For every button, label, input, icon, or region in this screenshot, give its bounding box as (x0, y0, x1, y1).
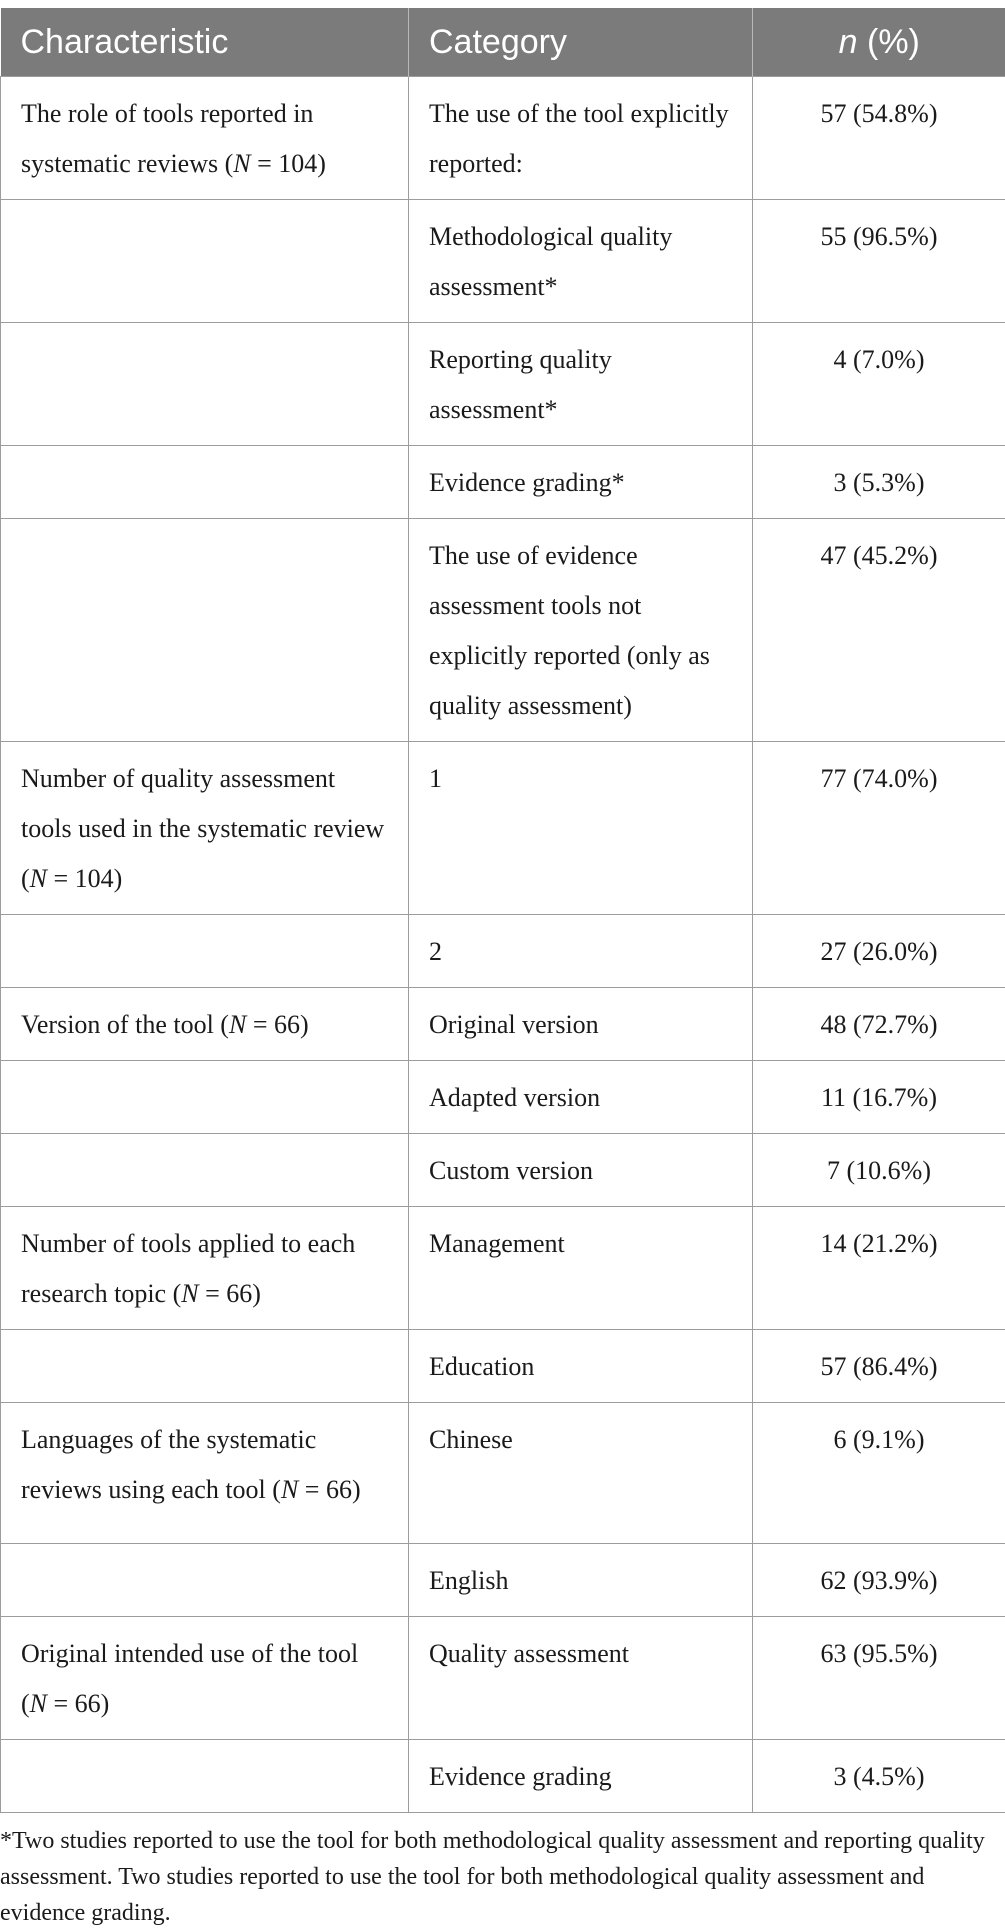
table-row (1, 323, 1005, 446)
characteristic-post: = 66) (199, 1279, 261, 1308)
cell-value: 7 (10.6%) (753, 1134, 1005, 1207)
cell-category: Custom version (409, 1134, 753, 1207)
table-header-row (1, 8, 1005, 77)
cell-category: English (409, 1544, 753, 1617)
characteristic-text: Version of the tool ( (21, 1010, 229, 1039)
table-row (1, 77, 1005, 200)
cell-value: 57 (86.4%) (753, 1330, 1005, 1403)
header-characteristic: Characteristic (1, 8, 409, 77)
characteristic-text: Original intended use of the tool ( (21, 1639, 358, 1718)
cell-category: 1 (409, 742, 753, 915)
cell-value: 47 (45.2%) (753, 519, 1005, 742)
cell-characteristic (1, 1617, 409, 1740)
cell-value: 14 (21.2%) (753, 1207, 1005, 1330)
table-row (1, 915, 1005, 988)
table-row (1, 1061, 1005, 1134)
cell-category: Management (409, 1207, 753, 1330)
table-footnote: *Two studies reported to use the tool for both methodological quality assessment and reporting quality assessment. Two studies reported to use the tool for both methodological quality assessment and evidence grading. (0, 1823, 1000, 1931)
characteristic-post: = 66) (246, 1010, 308, 1039)
characteristic-var: N (181, 1279, 198, 1308)
characteristic-var: N (30, 1689, 47, 1718)
characteristic-post: = 66) (47, 1689, 109, 1718)
table-row (1, 446, 1005, 519)
header-n-italic: n (839, 23, 858, 61)
cell-value: 4 (7.0%) (753, 323, 1005, 446)
characteristic-var: N (229, 1010, 246, 1039)
cell-category: Original version (409, 988, 753, 1061)
cell-category: Chinese (409, 1403, 753, 1544)
cell-characteristic (1, 988, 409, 1061)
table-row (1, 1617, 1005, 1740)
table-container (0, 8, 1005, 1931)
cell-characteristic (1, 915, 409, 988)
cell-category: Adapted version (409, 1061, 753, 1134)
cell-category: 2 (409, 915, 753, 988)
table-row (1, 1740, 1005, 1813)
characteristic-text: Number of tools applied to each research topic ( (21, 1229, 355, 1308)
characteristic-var: N (281, 1475, 298, 1504)
cell-characteristic (1, 742, 409, 915)
characteristic-post: = 66) (298, 1475, 360, 1504)
cell-category: Methodological quality assessment* (409, 200, 753, 323)
cell-category: Evidence grading* (409, 446, 753, 519)
table-row (1, 1134, 1005, 1207)
cell-category: Quality assessment (409, 1617, 753, 1740)
cell-value: 6 (9.1%) (753, 1403, 1005, 1544)
cell-value: 77 (74.0%) (753, 742, 1005, 915)
cell-characteristic (1, 1330, 409, 1403)
characteristic-text: The role of tools reported in systematic reviews ( (21, 99, 313, 178)
characteristics-table (0, 8, 1005, 1813)
header-category: Category (409, 8, 753, 77)
cell-characteristic (1, 323, 409, 446)
table-row (1, 988, 1005, 1061)
cell-value: 11 (16.7%) (753, 1061, 1005, 1134)
table-row (1, 742, 1005, 915)
cell-characteristic (1, 200, 409, 323)
cell-characteristic (1, 1740, 409, 1813)
table-row (1, 1330, 1005, 1403)
cell-value: 55 (96.5%) (753, 200, 1005, 323)
table-row (1, 519, 1005, 742)
cell-category: The use of the tool explicitly reported: (409, 77, 753, 200)
cell-value: 57 (54.8%) (753, 77, 1005, 200)
characteristic-post: = 104) (251, 149, 326, 178)
characteristic-post: = 104) (47, 864, 122, 893)
characteristic-var: N (30, 864, 47, 893)
cell-category: Education (409, 1330, 753, 1403)
cell-value: 3 (5.3%) (753, 446, 1005, 519)
cell-characteristic (1, 519, 409, 742)
cell-category: The use of evidence assessment tools not explicitly reported (only as quality assessment) (409, 519, 753, 742)
cell-value: 48 (72.7%) (753, 988, 1005, 1061)
cell-characteristic (1, 1207, 409, 1330)
table-row (1, 1207, 1005, 1330)
characteristic-text: Number of quality assessment tools used in the systematic review ( (21, 764, 384, 893)
cell-characteristic (1, 77, 409, 200)
cell-characteristic (1, 446, 409, 519)
cell-category: Reporting quality assessment* (409, 323, 753, 446)
cell-characteristic (1, 1403, 409, 1544)
table-row (1, 1544, 1005, 1617)
cell-value: 27 (26.0%) (753, 915, 1005, 988)
table-row (1, 1403, 1005, 1544)
cell-characteristic (1, 1544, 409, 1617)
cell-value: 3 (4.5%) (753, 1740, 1005, 1813)
characteristic-var: N (233, 149, 250, 178)
header-percent: (%) (858, 23, 920, 61)
cell-category: Evidence grading (409, 1740, 753, 1813)
table-row (1, 200, 1005, 323)
cell-value: 63 (95.5%) (753, 1617, 1005, 1740)
cell-value: 62 (93.9%) (753, 1544, 1005, 1617)
cell-characteristic (1, 1134, 409, 1207)
characteristic-text: Languages of the systematic reviews using each tool ( (21, 1425, 316, 1504)
header-n-percent (753, 8, 1005, 77)
cell-characteristic (1, 1061, 409, 1134)
